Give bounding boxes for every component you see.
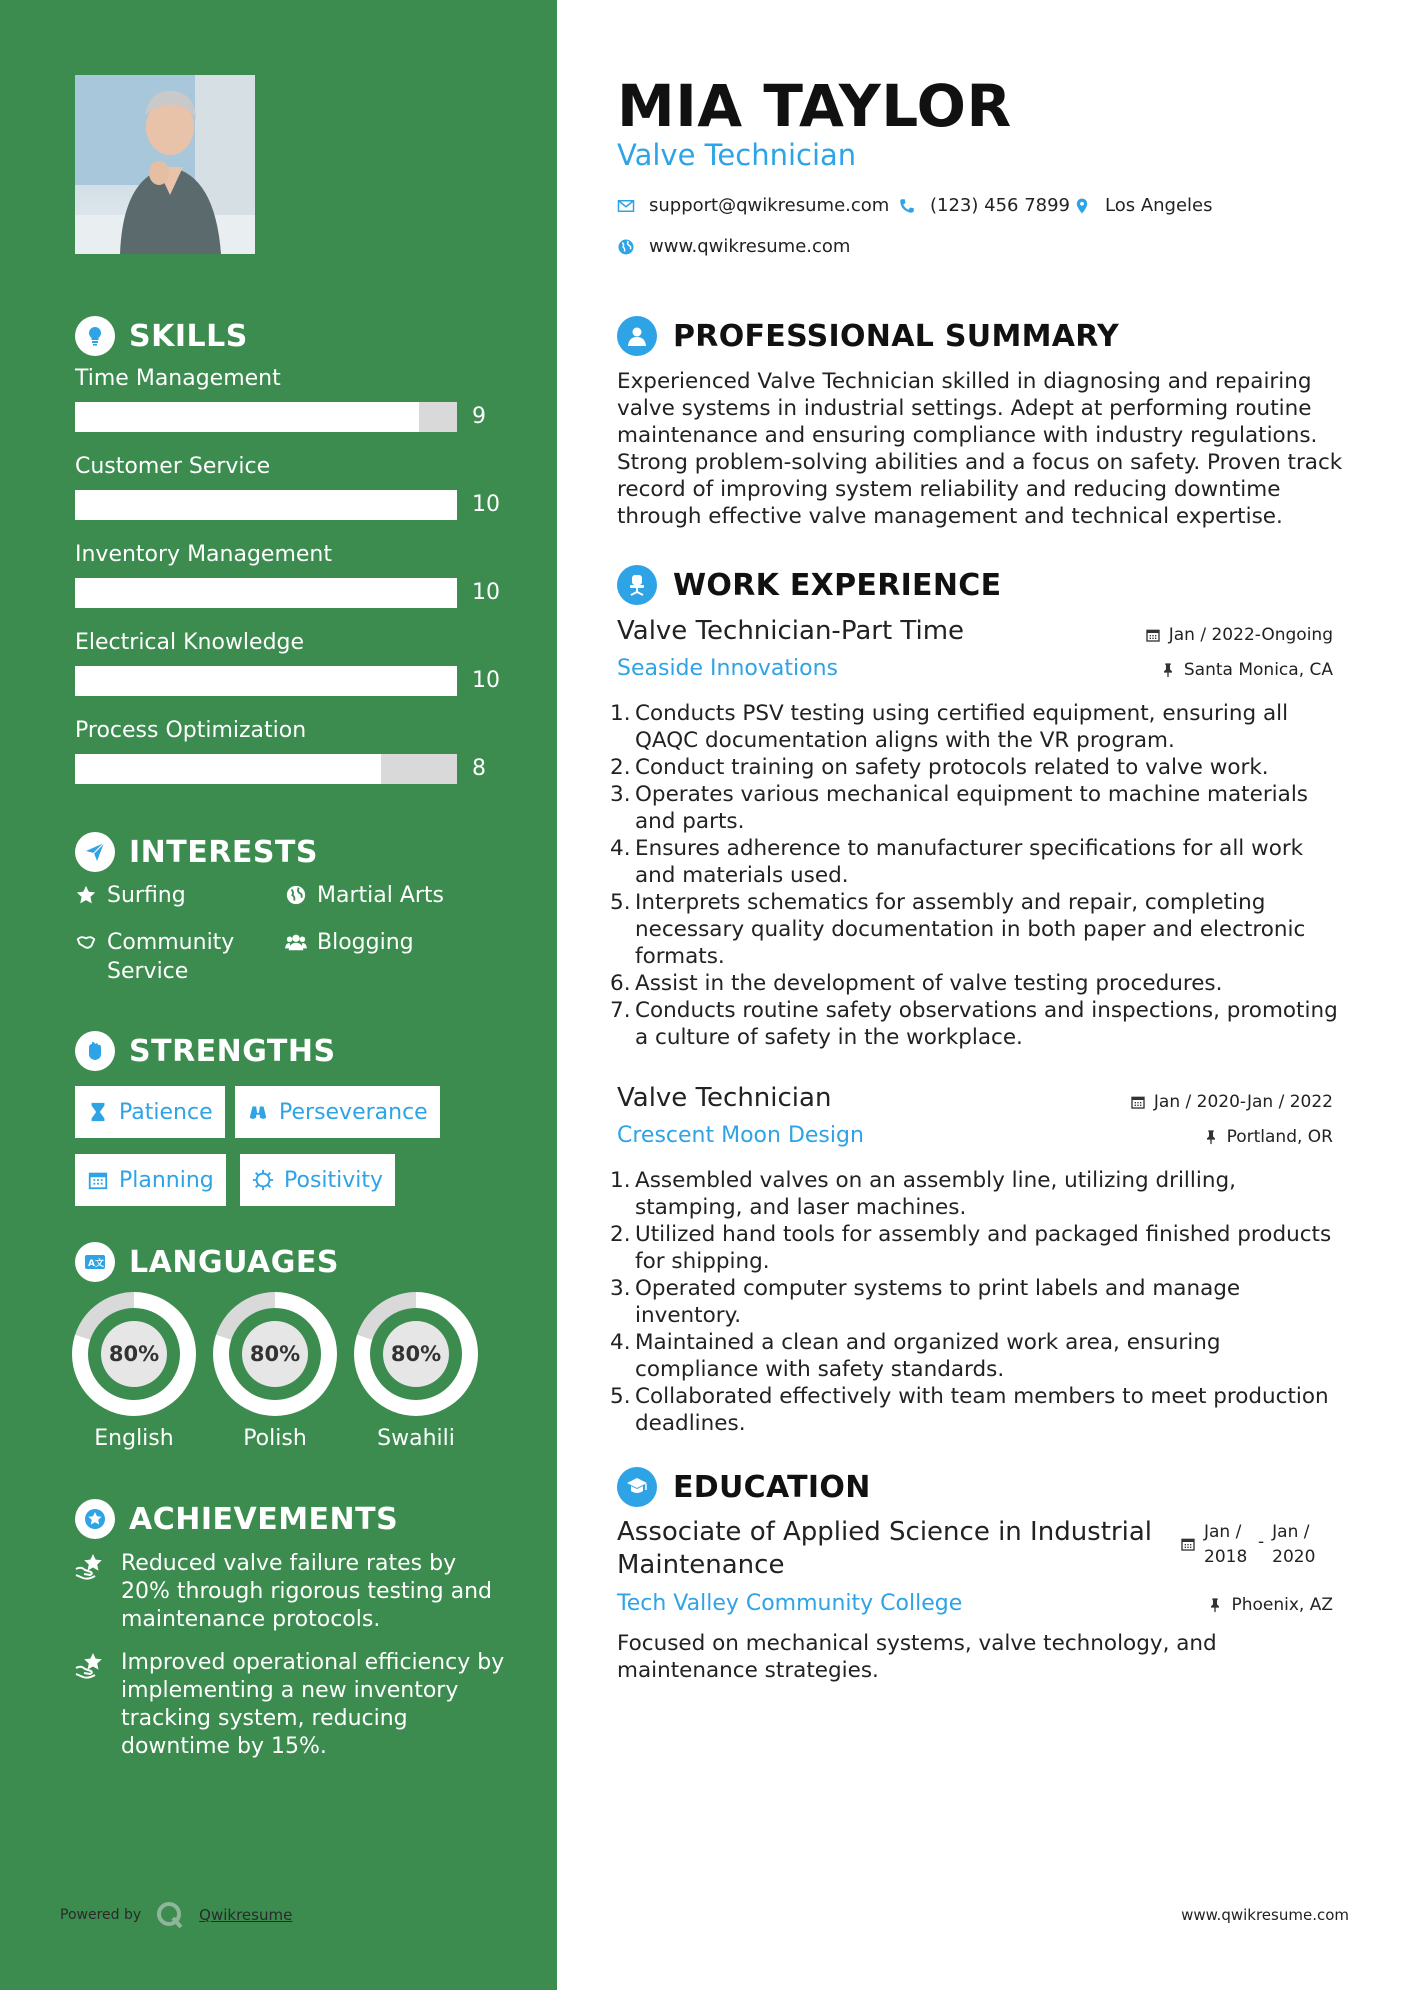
language-item [354, 1292, 478, 1451]
language-ring [213, 1292, 337, 1416]
binoculars-icon [247, 1101, 269, 1123]
skill-name: Customer Service [75, 454, 271, 479]
skill-bar [75, 754, 457, 784]
company-name: Crescent Moon Design [617, 1123, 864, 1148]
powered-by [60, 1900, 292, 1930]
strength-tag [235, 1086, 440, 1138]
skill-bar-fill [75, 578, 457, 608]
skill-bar-fill [75, 666, 457, 696]
language-name: English [94, 1426, 174, 1451]
email-text[interactable]: support@qwikresume.com [649, 195, 890, 216]
skill-name: Electrical Knowledge [75, 630, 305, 655]
summary-text: Experienced Valve Technician skilled in diagnosing and repairing valve systems in industrial settings. Adept at performing routine maintenance and ensuring compliance with industry regulations. Strong problem-solving abilities and a focus on safety. Proven track record of improving system reliability and reducing downtime through effective valve management and technical expertise. [617, 369, 1343, 529]
company-name: Seaside Innovations [617, 656, 838, 681]
skill-bar [75, 402, 457, 432]
strength-tag [75, 1086, 225, 1138]
sidebar [0, 0, 557, 1990]
language-percent: 80% [101, 1321, 167, 1387]
skill-bar [75, 666, 457, 696]
education-end: Jan / 2020 [1272, 1522, 1316, 1567]
education-title: EDUCATION [673, 1469, 871, 1505]
skill-item [75, 630, 515, 693]
award-icon [75, 1499, 115, 1539]
skill-bar [75, 490, 457, 520]
list-item: Assembled valves on an assembly line, utilizing drilling, stamping, and laser machines. [635, 1168, 1236, 1220]
degree-title: Associate of Applied Science in Industrial Maintenance [617, 1517, 1152, 1580]
interest-label: Blogging [317, 930, 414, 955]
star-icon [75, 884, 97, 906]
language-ring [72, 1292, 196, 1416]
list-item: Interprets schematics for assembly and repair, completing necessary quality documentation in both paper and electronic formats. [635, 890, 1306, 969]
strength-tag [240, 1154, 395, 1206]
job-title: Valve Technician [617, 1083, 832, 1113]
powered-by-label: Powered by [60, 1907, 142, 1923]
interests-heading [75, 832, 318, 872]
interest-item [75, 928, 265, 986]
summary-heading [617, 316, 1119, 356]
achievement-item [75, 1550, 505, 1634]
list-item: Conducts PSV testing using certified equipment, ensuring all QAQC documentation aligns with the VR program. [635, 701, 1289, 753]
job-dates [1145, 625, 1333, 645]
achievements-title: ACHIEVEMENTS [129, 1501, 399, 1537]
skills-title: SKILLS [129, 318, 248, 354]
strength-label: Patience [119, 1099, 213, 1125]
strength-label: Planning [119, 1167, 214, 1193]
achievement-item [75, 1649, 505, 1761]
calendar-icon [1180, 1536, 1196, 1552]
star-hand-icon [75, 1651, 107, 1679]
qwikresume-link[interactable]: Qwikresume [199, 1906, 293, 1924]
skill-bar-fill [75, 490, 457, 520]
phone-text[interactable]: (123) 456 7899 [930, 195, 1071, 216]
list-item: Conducts routine safety observations and inspections, promoting a culture of safety in the workplace. [635, 998, 1338, 1050]
education-location [1207, 1595, 1333, 1615]
language-item [213, 1292, 337, 1451]
office-chair-icon [617, 565, 657, 605]
education-start: Jan / 2018 [1204, 1522, 1248, 1567]
language-icon [75, 1242, 115, 1282]
calendar-icon [1130, 1094, 1146, 1110]
job-dates-text: Jan / 2020-Jan / 2022 [1153, 1092, 1333, 1112]
calendar-icon [1145, 627, 1161, 643]
job-location-text: Santa Monica, CA [1183, 660, 1333, 680]
list-item: Utilized hand tools for assembly and packaged finished products for shipping. [635, 1222, 1332, 1274]
interests-title: INTERESTS [129, 834, 318, 870]
list-item: Operated computer systems to print labels and manage inventory. [635, 1276, 1241, 1328]
website-text[interactable]: www.qwikresume.com [649, 236, 851, 257]
experience-heading [617, 565, 1001, 605]
lightbulb-icon [75, 316, 115, 356]
job-duties [610, 1167, 1350, 1437]
calendar-icon [87, 1169, 109, 1191]
skill-item [75, 718, 515, 781]
users-icon [285, 931, 307, 953]
interest-item [285, 928, 414, 957]
language-percent: 80% [242, 1321, 308, 1387]
strength-tag [75, 1154, 226, 1206]
list-item: Collaborated effectively with team members to meet production deadlines. [635, 1384, 1329, 1436]
language-ring [354, 1292, 478, 1416]
education-description: Focused on mechanical systems, valve technology, and maintenance strategies. [617, 1631, 1217, 1683]
job-location [1203, 1127, 1333, 1147]
skill-value: 9 [472, 404, 486, 429]
strengths-heading [75, 1031, 336, 1071]
language-item [72, 1292, 196, 1451]
achievement-text: Reduced valve failure rates by 20% through rigorous testing and maintenance protocols. [121, 1551, 492, 1632]
experience-title: WORK EXPERIENCE [673, 567, 1002, 603]
language-name: Swahili [377, 1426, 455, 1451]
profile-photo [75, 75, 255, 254]
skill-item [75, 542, 515, 605]
language-percent: 80% [383, 1321, 449, 1387]
envelope-icon [617, 197, 635, 215]
globe-icon [617, 238, 635, 256]
skill-bar-fill [75, 402, 419, 432]
user-icon [617, 316, 657, 356]
svg-text:A文: A文 [88, 1259, 104, 1269]
fist-icon [75, 1031, 115, 1071]
star-hand-icon [75, 1552, 107, 1580]
job-title: Valve Technician-Part Time [617, 616, 965, 646]
contact-phone [898, 195, 1070, 216]
candidate-name: MIA TAYLOR [617, 72, 1012, 140]
pushpin-icon [1207, 1597, 1223, 1613]
strength-label: Perseverance [279, 1099, 428, 1125]
job-dates-text: Jan / 2022-Ongoing [1168, 625, 1333, 645]
interest-label: Surfing [107, 883, 186, 908]
contact-location [1073, 195, 1213, 216]
school-name: Tech Valley Community College [617, 1591, 963, 1616]
qwikresume-logo-icon [155, 1900, 185, 1930]
candidate-title: Valve Technician [617, 138, 857, 172]
skills-heading [75, 316, 248, 356]
skill-value: 10 [472, 668, 500, 693]
skill-value: 10 [472, 492, 500, 517]
handshake-icon [75, 931, 97, 953]
interest-label: Community Service [107, 930, 235, 984]
skill-value: 8 [472, 756, 486, 781]
globe-icon [285, 884, 307, 906]
job-location-text: Portland, OR [1226, 1127, 1333, 1147]
strength-label: Positivity [284, 1167, 384, 1193]
list-item: Operates various mechanical equipment to machine materials and parts. [635, 782, 1308, 834]
education-location-text: Phoenix, AZ [1231, 1595, 1333, 1615]
education-heading [617, 1467, 871, 1507]
summary-title: PROFESSIONAL SUMMARY [673, 318, 1120, 354]
footer-url[interactable]: www.qwikresume.com [1181, 1906, 1349, 1924]
achievements-heading [75, 1499, 398, 1539]
contact-website [617, 236, 850, 257]
skill-item [75, 366, 515, 429]
list-item: Conduct training on safety protocols related to valve work. [635, 755, 1269, 780]
education-date-dash: - [1258, 1532, 1265, 1552]
job-location [1160, 660, 1333, 680]
strengths-title: STRENGTHS [129, 1033, 336, 1069]
interest-item [285, 881, 444, 910]
pushpin-icon [1160, 662, 1176, 678]
skill-name: Inventory Management [75, 542, 332, 567]
location-text: Los Angeles [1105, 195, 1213, 216]
job-duties [610, 700, 1350, 1051]
phone-icon [898, 197, 916, 215]
languages-title: LANGUAGES [129, 1244, 339, 1280]
person-portrait-icon [75, 75, 255, 254]
skill-bar-fill [75, 754, 381, 784]
list-item: Maintained a clean and organized work area, ensuring compliance with safety standards. [635, 1330, 1221, 1382]
language-name: Polish [243, 1426, 307, 1451]
contact-email [617, 195, 889, 216]
graduate-icon [617, 1467, 657, 1507]
interest-item [75, 881, 186, 910]
skill-name: Process Optimization [75, 718, 307, 743]
pushpin-icon [1203, 1129, 1219, 1145]
languages-heading [75, 1242, 339, 1282]
job-dates [1130, 1092, 1333, 1112]
skill-item [75, 454, 515, 517]
education-dates [1180, 1520, 1318, 1570]
sun-icon [252, 1169, 274, 1191]
list-item: Ensures adherence to manufacturer specifications for all work and materials used. [635, 836, 1304, 888]
skill-bar [75, 578, 457, 608]
skill-name: Time Management [75, 366, 281, 391]
map-pin-icon [1073, 197, 1091, 215]
interest-label: Martial Arts [317, 883, 445, 908]
hourglass-icon [87, 1101, 109, 1123]
paper-plane-icon [75, 832, 115, 872]
achievement-text: Improved operational efficiency by implementing a new inventory tracking system, reducing downtime by 15%. [121, 1650, 505, 1759]
skill-value: 10 [472, 580, 500, 605]
list-item: Assist in the development of valve testing procedures. [635, 971, 1223, 996]
